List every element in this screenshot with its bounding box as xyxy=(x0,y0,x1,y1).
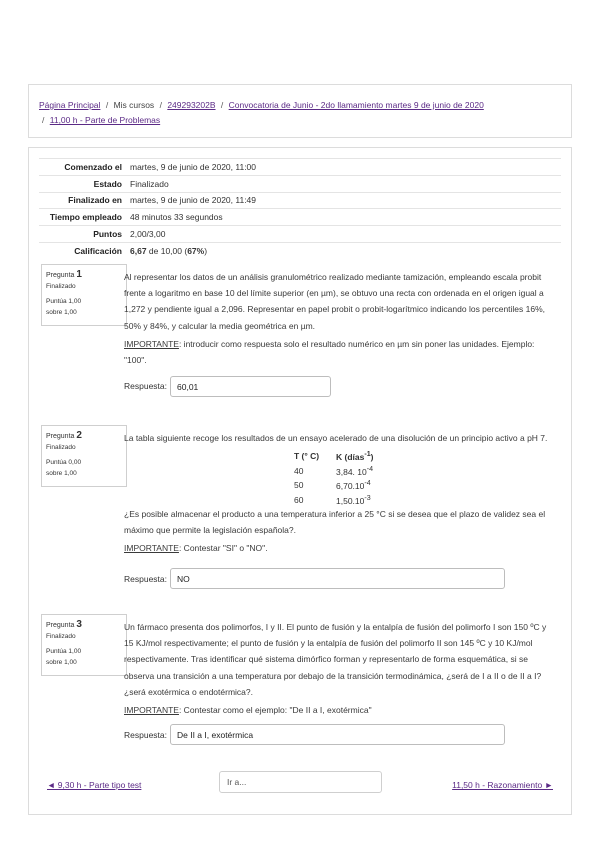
grade-rest: de 10,00 ( xyxy=(146,245,188,256)
previous-activity-link[interactable]: ◄ 9,30 h - Parte tipo test xyxy=(47,780,142,790)
question-number: Pregunta 3 xyxy=(46,619,82,630)
summary-value: 2,00/3,00 xyxy=(130,226,561,243)
summary-value: Finalizado xyxy=(130,175,561,192)
question-note xyxy=(124,336,554,368)
answer-input[interactable]: NO xyxy=(170,568,505,589)
question-grade-line1: Puntúa 1,00 xyxy=(46,648,82,655)
summary-label: Estado xyxy=(39,175,130,192)
breadcrumb-separator: / xyxy=(105,100,109,110)
answer-input[interactable]: 60,01 xyxy=(170,376,331,397)
quiz-review xyxy=(28,147,572,815)
breadcrumb-separator: / xyxy=(159,100,162,110)
question-grade-line1: Puntúa 1,00 xyxy=(46,298,82,305)
jump-to-select[interactable]: Ir a... xyxy=(219,771,382,793)
table-cell: 40 xyxy=(294,465,304,476)
question-1-text xyxy=(124,269,554,368)
breadcrumb-course-link[interactable]: 249293202B xyxy=(167,100,216,110)
next-activity-link[interactable]: 11,50 h - Razonamiento ► xyxy=(452,780,553,790)
question-text: La tabla siguiente recoge los resultados de un ensayo acelerado de una disolución de un principio activo a pH 7. xyxy=(124,433,548,443)
question-number: Pregunta 2 xyxy=(46,430,82,441)
breadcrumb-section-link[interactable]: Convocatoria de Junio - 2do llamamiento martes 9 de junio de 2020 xyxy=(228,100,484,110)
important-label: IMPORTANTE xyxy=(124,543,179,554)
question-state: Finalizado xyxy=(46,283,76,290)
question-text: Un fármaco presenta dos polimorfos, I y II. El punto de fusión y la entalpía de fusión del polimorfo I son 150 ºC y 15 KJ/mol respectivamente; el punto de fusión y la entalpía de fusión del polimorfo II son 145 ºC y 10 KJ/mol respectivamente. Tras identificar qué sistema dimórfico forman y representarlo de forma esquemática, si se observa una transición a una temperatura por debajo de la transición termodinámica, ¿será de I a II o de II a I? ¿será exotérmica o endotérmica?. xyxy=(124,622,547,697)
table-header: T (° C) xyxy=(294,451,320,462)
breadcrumb-home-link[interactable]: Página Principal xyxy=(39,100,101,110)
summary-row xyxy=(39,159,561,176)
answer-label: Respuesta: xyxy=(124,574,167,584)
summary-label: Tiempo empleado xyxy=(39,209,130,226)
answer-label: Respuesta: xyxy=(124,730,167,740)
important-text: : Contestar "SI" o "NO". xyxy=(178,543,268,554)
answer-input[interactable]: De II a I, exotérmica xyxy=(170,724,505,745)
table-cell: 60 xyxy=(294,494,304,505)
grade-label: Calificación xyxy=(39,242,130,258)
table-header-row xyxy=(294,449,373,464)
important-label: IMPORTANTE xyxy=(124,705,179,716)
table-row xyxy=(294,493,373,508)
question-1-info xyxy=(41,264,127,326)
table-cell: 50 xyxy=(294,480,304,491)
answer-label: Respuesta: xyxy=(124,381,167,391)
question-3-info xyxy=(41,614,127,676)
grade-score: 6,67 xyxy=(130,245,147,256)
question-grade-line2: sobre 1,00 xyxy=(46,470,77,477)
question-grade-line1: Puntúa 0,00 xyxy=(46,459,82,466)
summary-row xyxy=(39,209,561,226)
summary-row-grade xyxy=(39,242,561,258)
question-grade-line2: sobre 1,00 xyxy=(46,659,77,666)
important-text: : Contestar como el ejemplo: "De II a I, exotérmica" xyxy=(178,705,372,716)
table-row xyxy=(294,464,373,479)
summary-row xyxy=(39,175,561,192)
table-row xyxy=(294,478,373,493)
question-number: Pregunta 1 xyxy=(46,269,82,280)
question-state: Finalizado xyxy=(46,444,76,451)
question-grade-line2: sobre 1,00 xyxy=(46,309,77,316)
breadcrumb-page-link[interactable]: 11,00 h - Parte de Problemas xyxy=(49,115,161,125)
grade-percent: 67% xyxy=(187,245,205,256)
summary-label: Comenzado el xyxy=(39,159,130,176)
attempt-summary-table xyxy=(39,158,561,259)
question-text: Al representar los datos de un análisis granulométrico realizado mediante tamización, empleando escala probit frente a logaritmo en base 10 del límite superior (en µm), se obtuvo una recta con ordenada en el origen igual a 1,272 y pendiente igual a 2,096. Representar en papel probit o probit-logarítmico indicando los percentiles 16%, 50% y 84%, y calcular la media geométrica en µm. xyxy=(124,272,546,331)
summary-value: martes, 9 de junio de 2020, 11:49 xyxy=(130,192,561,209)
breadcrumb-my-courses: Mis cursos xyxy=(113,100,155,110)
question-3-text xyxy=(124,619,554,718)
summary-label: Finalizado en xyxy=(39,192,130,209)
question-text: ¿Es posible almacenar el producto a una temperatura inferior a 25 °C si se desea que el plazo de validez sea el máximo que permite la legislación española?. xyxy=(124,509,546,536)
breadcrumb-separator: / xyxy=(220,100,224,110)
table-cell: 3,84. $10^{-4}$ xyxy=(336,464,374,477)
question-2-info xyxy=(41,425,127,487)
important-label: IMPORTANTE xyxy=(124,338,179,349)
kinetics-table xyxy=(294,449,373,507)
question-state: Finalizado xyxy=(46,633,76,640)
important-text: : introducir como respuesta solo el resultado numérico en µm sin poner las unidades. Ejemplo: "100". xyxy=(124,338,535,366)
table-cell: $1,50.10^{-3}$ xyxy=(336,493,371,506)
question-2-text-followup xyxy=(124,506,554,557)
question-note xyxy=(124,540,554,556)
summary-row xyxy=(39,192,561,209)
grade-value xyxy=(130,242,561,258)
breadcrumb xyxy=(28,84,572,138)
summary-value: martes, 9 de junio de 2020, 11:00 xyxy=(130,159,561,176)
question-note xyxy=(124,702,554,718)
table-header: K (días$^{-1}$) xyxy=(336,450,374,463)
table-cell: $6,70.10^{-4}$ xyxy=(336,479,371,492)
summary-row xyxy=(39,226,561,243)
summary-value: 48 minutos 33 segundos xyxy=(130,209,561,226)
breadcrumb-separator: / xyxy=(42,115,45,125)
grade-close: ) xyxy=(204,245,208,256)
question-2-text xyxy=(124,430,554,446)
summary-label: Puntos xyxy=(39,226,130,243)
